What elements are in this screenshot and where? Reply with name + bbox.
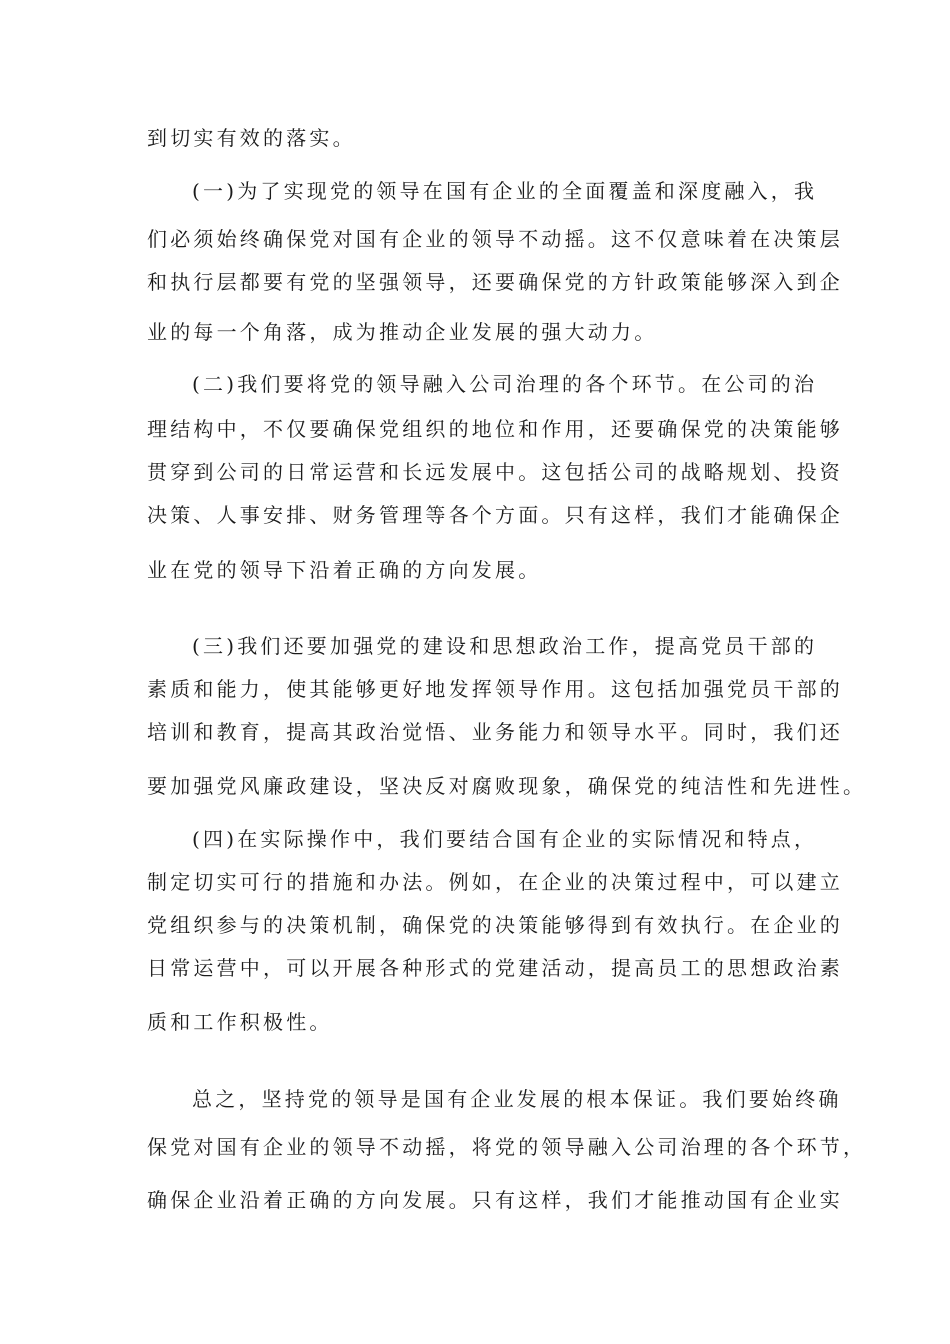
text-line: 党组织参与的决策机制，确保党的决策能够得到有效执行。在企业的 <box>147 913 843 937</box>
text-line: 素质和能力，使其能够更好地发挥领导作用。这包括加强党员干部的 <box>147 677 843 701</box>
text-line: 到切实有效的落实。 <box>147 126 356 150</box>
text-line: 业在党的领导下沿着正确的方向发展。 <box>147 558 542 582</box>
text-line: 理结构中，不仅要确保党组织的地位和作用，还要确保党的决策能够 <box>147 417 843 441</box>
text-line: 制定切实可行的措施和办法。例如，在企业的决策过程中，可以建立 <box>147 870 843 894</box>
text-line: 决策、人事安排、财务管理等各个方面。只有这样，我们才能确保企 <box>147 503 843 527</box>
text-line: 日常运营中，可以开展各种形式的党建活动，提高员工的思想政治素 <box>147 956 843 980</box>
text-line: 贯穿到公司的日常运营和长远发展中。这包括公司的战略规划、投资 <box>147 460 843 484</box>
text-line: (三)我们还要加强党的建设和思想政治工作，提高党员干部的 <box>192 634 818 658</box>
text-line: 总之，坚持党的领导是国有企业发展的根本保证。我们要始终确 <box>192 1087 842 1111</box>
text-line: 业的每一个角落，成为推动企业发展的强大动力。 <box>147 320 658 344</box>
text-line: 和执行层都要有党的坚强领导，还要确保党的方针政策能够深入到企 <box>147 270 843 294</box>
text-line: (一)为了实现党的领导在国有企业的全面覆盖和深度融入，我 <box>192 179 818 203</box>
text-line: 们必须始终确保党对国有企业的领导不动摇。这不仅意味着在决策层 <box>147 227 843 251</box>
text-line: 保党对国有企业的领导不动摇，将党的领导融入公司治理的各个环节， <box>147 1135 867 1159</box>
text-line: 培训和教育，提高其政治觉悟、业务能力和领导水平。同时，我们还 <box>147 720 843 744</box>
text-line: 质和工作积极性。 <box>147 1010 333 1034</box>
text-line: 确保企业沿着正确的方向发展。只有这样，我们才能推动国有企业实 <box>147 1188 843 1212</box>
text-line: (四)在实际操作中，我们要结合国有企业的实际情况和特点， <box>192 827 818 851</box>
text-line: (二)我们要将党的领导融入公司治理的各个环节。在公司的治 <box>192 372 818 396</box>
text-line: 要加强党风廉政建设，坚决反对腐败现象，确保党的纯洁性和先进性。 <box>147 774 867 798</box>
